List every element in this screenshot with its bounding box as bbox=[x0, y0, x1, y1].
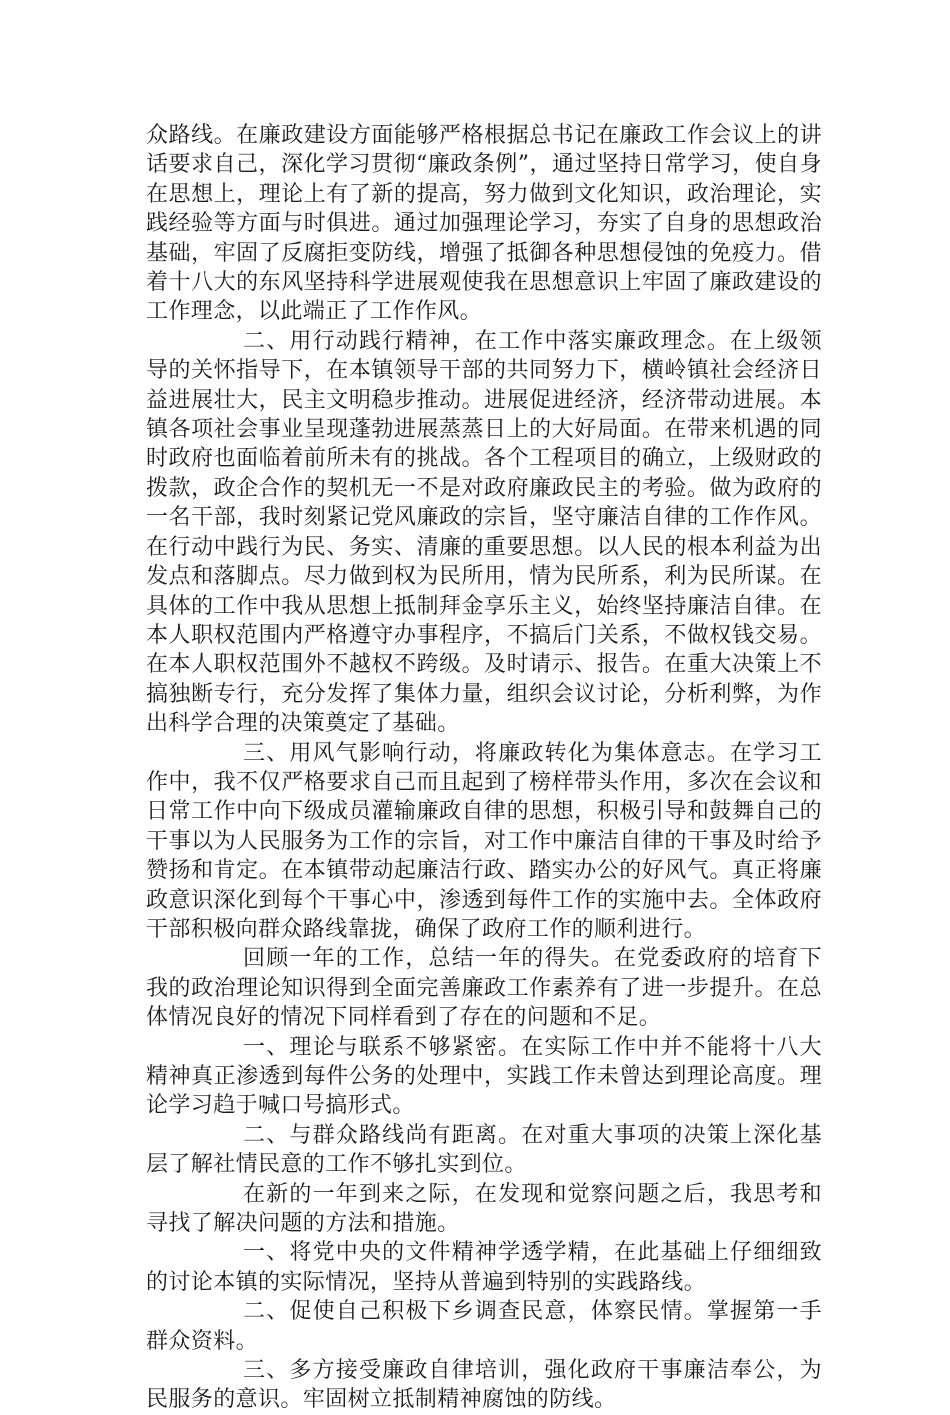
paragraph-6: 二、与群众路线尚有距离。在对重大事项的决策上深化基层了解社情民意的工作不够扎实到位。 bbox=[146, 1122, 822, 1178]
document-body bbox=[146, 121, 822, 1415]
paragraph-2: 二、用行动践行精神，在工作中落实廉政理念。在上级领导的关怀指导下，在本镇领导干部的共同努力下，横岭镇社会经济日益进展壮大，民主文明稳步推动。进展促进经济，经济带动进展。本镇各项社会事业呈现蓬勃进展蒸蒸日上的大好局面。在带来机遇的同时政府也面临着前所未有的挑战。各个工程项目的确立，上级财政的拨款，政企合作的契机无一不是对政府廉政民主的考验。做为政府的一名干部，我时刻紧记党风廉政的宗旨，坚守廉洁自律的工作作风。在行动中践行为民、务实、清廉的重要思想。以人民的根本利益为出发点和落脚点。尽力做到权为民所用，情为民所系，利为民所谋。在具体的工作中我从思想上抵制拜金享乐主义，始终坚持廉洁自律。在本人职权范围内严格遵守办事程序，不搞后门关系，不做权钱交易。在本人职权范围外不越权不跨级。及时请示、报告。在重大决策上不搞独断专行，充分发挥了集体力量，组织会议讨论，分析利弊，为作出科学合理的决策奠定了基础。 bbox=[146, 328, 822, 737]
paragraph-5: 一、理论与联系不够紧密。在实际工作中并不能将十八大精神真正渗透到每件公务的处理中，实践工作未曾达到理论高度。理论学习趋于喊口号搞形式。 bbox=[146, 1034, 822, 1119]
paragraph-9: 二、促使自己积极下乡调查民意，体察民情。掌握第一手群众资料。 bbox=[146, 1299, 822, 1354]
paragraph-1: 众路线。在廉政建设方面能够严格根据总书记在廉政工作会议上的讲话要求自己，深化学习贯彻“廉政条例”，通过坚持日常学习，使自身在思想上，理论上有了新的提高，努力做到文化知识，政治理论，实践经验等方面与时俱进。通过加强理论学习，夯实了自身的思想政治基础，牢固了反腐拒变防线，增强了抵御各种思想侵蚀的免疫力。借着十八大的东风坚持科学进展观使我在思想意识上牢固了廉政建设的工作理念，以此端正了工作作风。 bbox=[146, 123, 822, 325]
paragraph-3: 三、用风气影响行动，将廉政转化为集体意志。在学习工作中，我不仅严格要求自己而且起到了榜样带头作用，多次在会议和日常工作中向下级成员灌输廉政自律的思想，积极引导和鼓舞自己的干事以为人民服务为工作的宗旨，对工作中廉洁自律的干事及时给予赞扬和肯定。在本镇带动起廉洁行政、踏实办公的好风气。真正将廉政意识深化到每个干事心中，渗透到每件工作的实施中去。全体政府干部积极向群众路线靠拢，确保了政府工作的顺利进行。 bbox=[146, 740, 822, 942]
paragraph-7: 在新的一年到来之际，在发现和觉察问题之后，我思考和寻找了解决问题的方法和措施。 bbox=[146, 1181, 822, 1237]
paragraph-10: 三、多方接受廉政自律培训，强化政府干事廉洁奉公，为民服务的意识。牢固树立抵制精神腐蚀的防线。 bbox=[146, 1358, 822, 1413]
paragraph-4: 回顾一年的工作，总结一年的得失。在党委政府的培育下我的政治理论知识得到全面完善廉政工作素养有了进一步提升。在总体情况良好的情况下同样看到了存在的问题和不足。 bbox=[146, 946, 822, 1031]
paragraph-8: 一、将党中央的文件精神学透学精，在此基础上仔细细致的讨论本镇的实际情况，坚持从普遍到特别的实践路线。 bbox=[146, 1240, 822, 1295]
